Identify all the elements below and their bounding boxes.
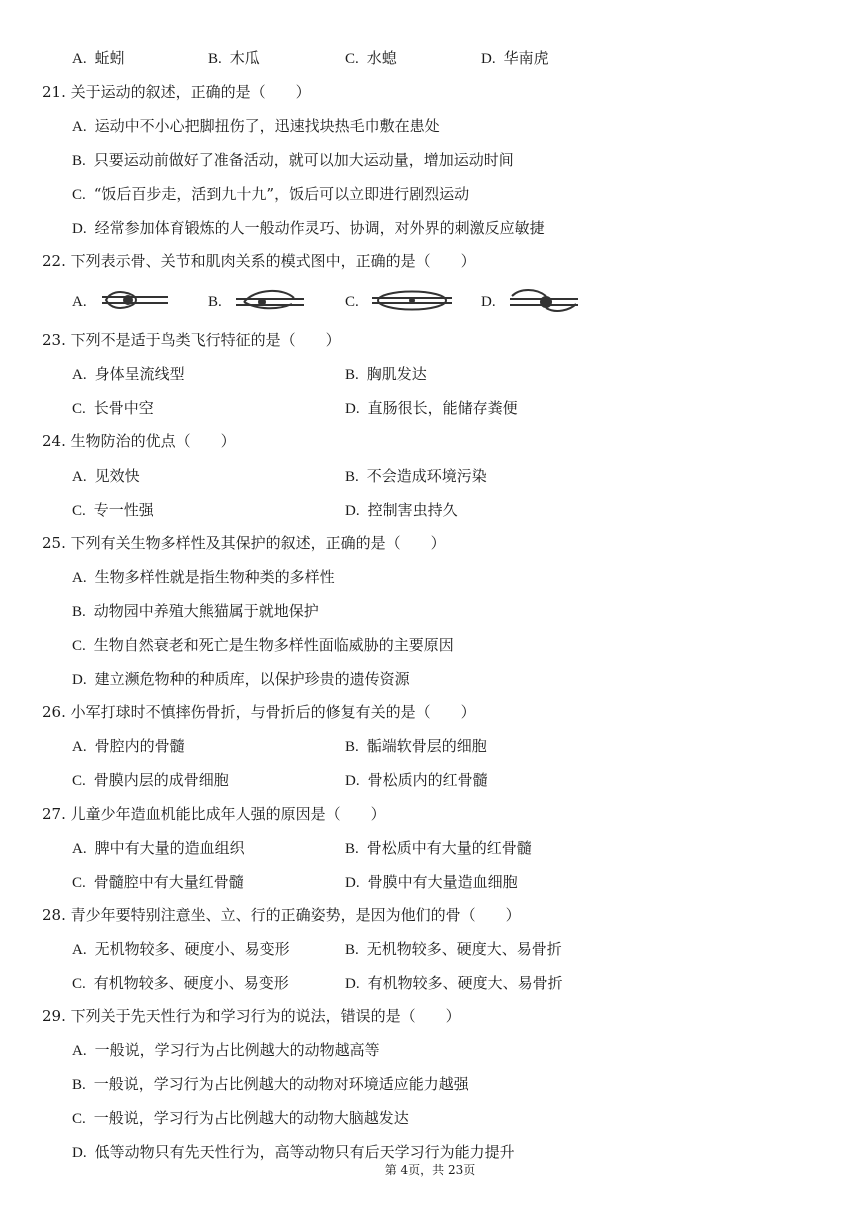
question-25-stem: 25. 下列有关生物多样性及其保护的叙述，正确的是（ ） bbox=[42, 534, 446, 552]
q22-option-d-label: D. bbox=[481, 294, 496, 310]
q20-option-c: C. 水螅 bbox=[345, 49, 397, 67]
q23-option-a: A. 身体呈流线型 bbox=[72, 365, 185, 383]
q21-option-c: C. “饭后百步走，活到九十九”，饭后可以立即进行剧烈运动 bbox=[72, 185, 470, 203]
q20-option-b: B. 木瓜 bbox=[208, 49, 260, 67]
q28-option-b: B. 无机物较多、硬度大、易骨折 bbox=[345, 940, 562, 958]
question-28-stem: 28. 青少年要特别注意坐、立、行的正确姿势，是因为他们的骨（ ） bbox=[42, 906, 521, 924]
question-24-stem: 24. 生物防治的优点（ ） bbox=[42, 432, 236, 450]
q21-option-a: A. 运动中不小心把脚扭伤了，迅速找块热毛巾敷在患处 bbox=[72, 117, 440, 135]
q22-option-a-diagram bbox=[98, 286, 170, 314]
q26-option-c: C. 骨膜内层的成骨细胞 bbox=[72, 771, 229, 789]
q26-option-d: D. 骨松质内的红骨髓 bbox=[345, 771, 488, 789]
q25-option-d: D. 建立濒危物种的种质库，以保护珍贵的遗传资源 bbox=[72, 670, 410, 688]
q25-option-a: A. 生物多样性就是指生物种类的多样性 bbox=[72, 568, 335, 586]
q22-option-c-label: C. bbox=[345, 294, 359, 310]
q28-option-d: D. 有机物较多、硬度大、易骨折 bbox=[345, 974, 563, 992]
q24-option-a: A. 见效快 bbox=[72, 467, 140, 485]
q24-option-c: C. 专一性强 bbox=[72, 501, 154, 519]
question-22-stem: 22. 下列表示骨、关节和肌肉关系的模式图中，正确的是（ ） bbox=[42, 252, 476, 270]
q28-option-c: C. 有机物较多、硬度小、易变形 bbox=[72, 974, 289, 992]
q22-option-b-label: B. bbox=[208, 294, 222, 310]
question-27-stem: 27. 儿童少年造血机能比成年人强的原因是（ ） bbox=[42, 805, 386, 823]
q25-option-b: B. 动物园中养殖大熊猫属于就地保护 bbox=[72, 602, 319, 620]
q21-option-d: D. 经常参加体育锻炼的人一般动作灵巧、协调，对外界的刺激反应敏捷 bbox=[72, 219, 545, 237]
q24-option-d: D. 控制害虫持久 bbox=[345, 501, 458, 519]
q23-option-b: B. 胸肌发达 bbox=[345, 365, 427, 383]
q26-option-a: A. 骨腔内的骨髓 bbox=[72, 737, 185, 755]
q24-option-b: B. 不会造成环境污染 bbox=[345, 467, 487, 485]
question-23-stem: 23. 下列不是适于鸟类飞行特征的是（ ） bbox=[42, 331, 341, 349]
page-footer: 第 4页，共 23页 bbox=[384, 1163, 476, 1177]
q29-option-c: C. 一般说，学习行为占比例越大的动物大脑越发达 bbox=[72, 1109, 409, 1127]
q29-option-d: D. 低等动物只有先天性行为，高等动物只有后天学习行为能力提升 bbox=[72, 1143, 515, 1161]
q20-option-d: D. 华南虎 bbox=[481, 49, 549, 67]
q27-option-a: A. 脾中有大量的造血组织 bbox=[72, 839, 245, 857]
q23-option-c: C. 长骨中空 bbox=[72, 399, 154, 417]
q27-option-d: D. 骨膜中有大量造血细胞 bbox=[345, 873, 518, 891]
q22-option-b-diagram bbox=[232, 286, 308, 314]
q27-option-b: B. 骨松质中有大量的红骨髓 bbox=[345, 839, 532, 857]
q23-option-d: D. 直肠很长，能储存粪便 bbox=[345, 399, 518, 417]
q29-option-b: B. 一般说，学习行为占比例越大的动物对环境适应能力越强 bbox=[72, 1075, 469, 1093]
question-21-stem: 21. 关于运动的叙述，正确的是（ ） bbox=[42, 83, 311, 101]
q22-option-c-diagram bbox=[370, 286, 454, 314]
q28-option-a: A. 无机物较多、硬度小、易变形 bbox=[72, 940, 290, 958]
q20-option-a: A. 蚯蚓 bbox=[72, 49, 125, 67]
question-26-stem: 26. 小军打球时不慎摔伤骨折，与骨折后的修复有关的是（ ） bbox=[42, 703, 476, 721]
q26-option-b: B. 骺端软骨层的细胞 bbox=[345, 737, 487, 755]
q25-option-c: C. 生物自然衰老和死亡是生物多样性面临威胁的主要原因 bbox=[72, 636, 454, 654]
q22-option-a-label: A. bbox=[72, 294, 87, 310]
q21-option-b: B. 只要运动前做好了准备活动，就可以加大运动量，增加运动时间 bbox=[72, 151, 514, 169]
q29-option-a: A. 一般说，学习行为占比例越大的动物越高等 bbox=[72, 1041, 380, 1059]
question-29-stem: 29. 下列关于先天性行为和学习行为的说法，错误的是（ ） bbox=[42, 1007, 461, 1025]
q27-option-c: C. 骨髓腔中有大量红骨髓 bbox=[72, 873, 244, 891]
q22-option-d-diagram bbox=[506, 286, 582, 314]
